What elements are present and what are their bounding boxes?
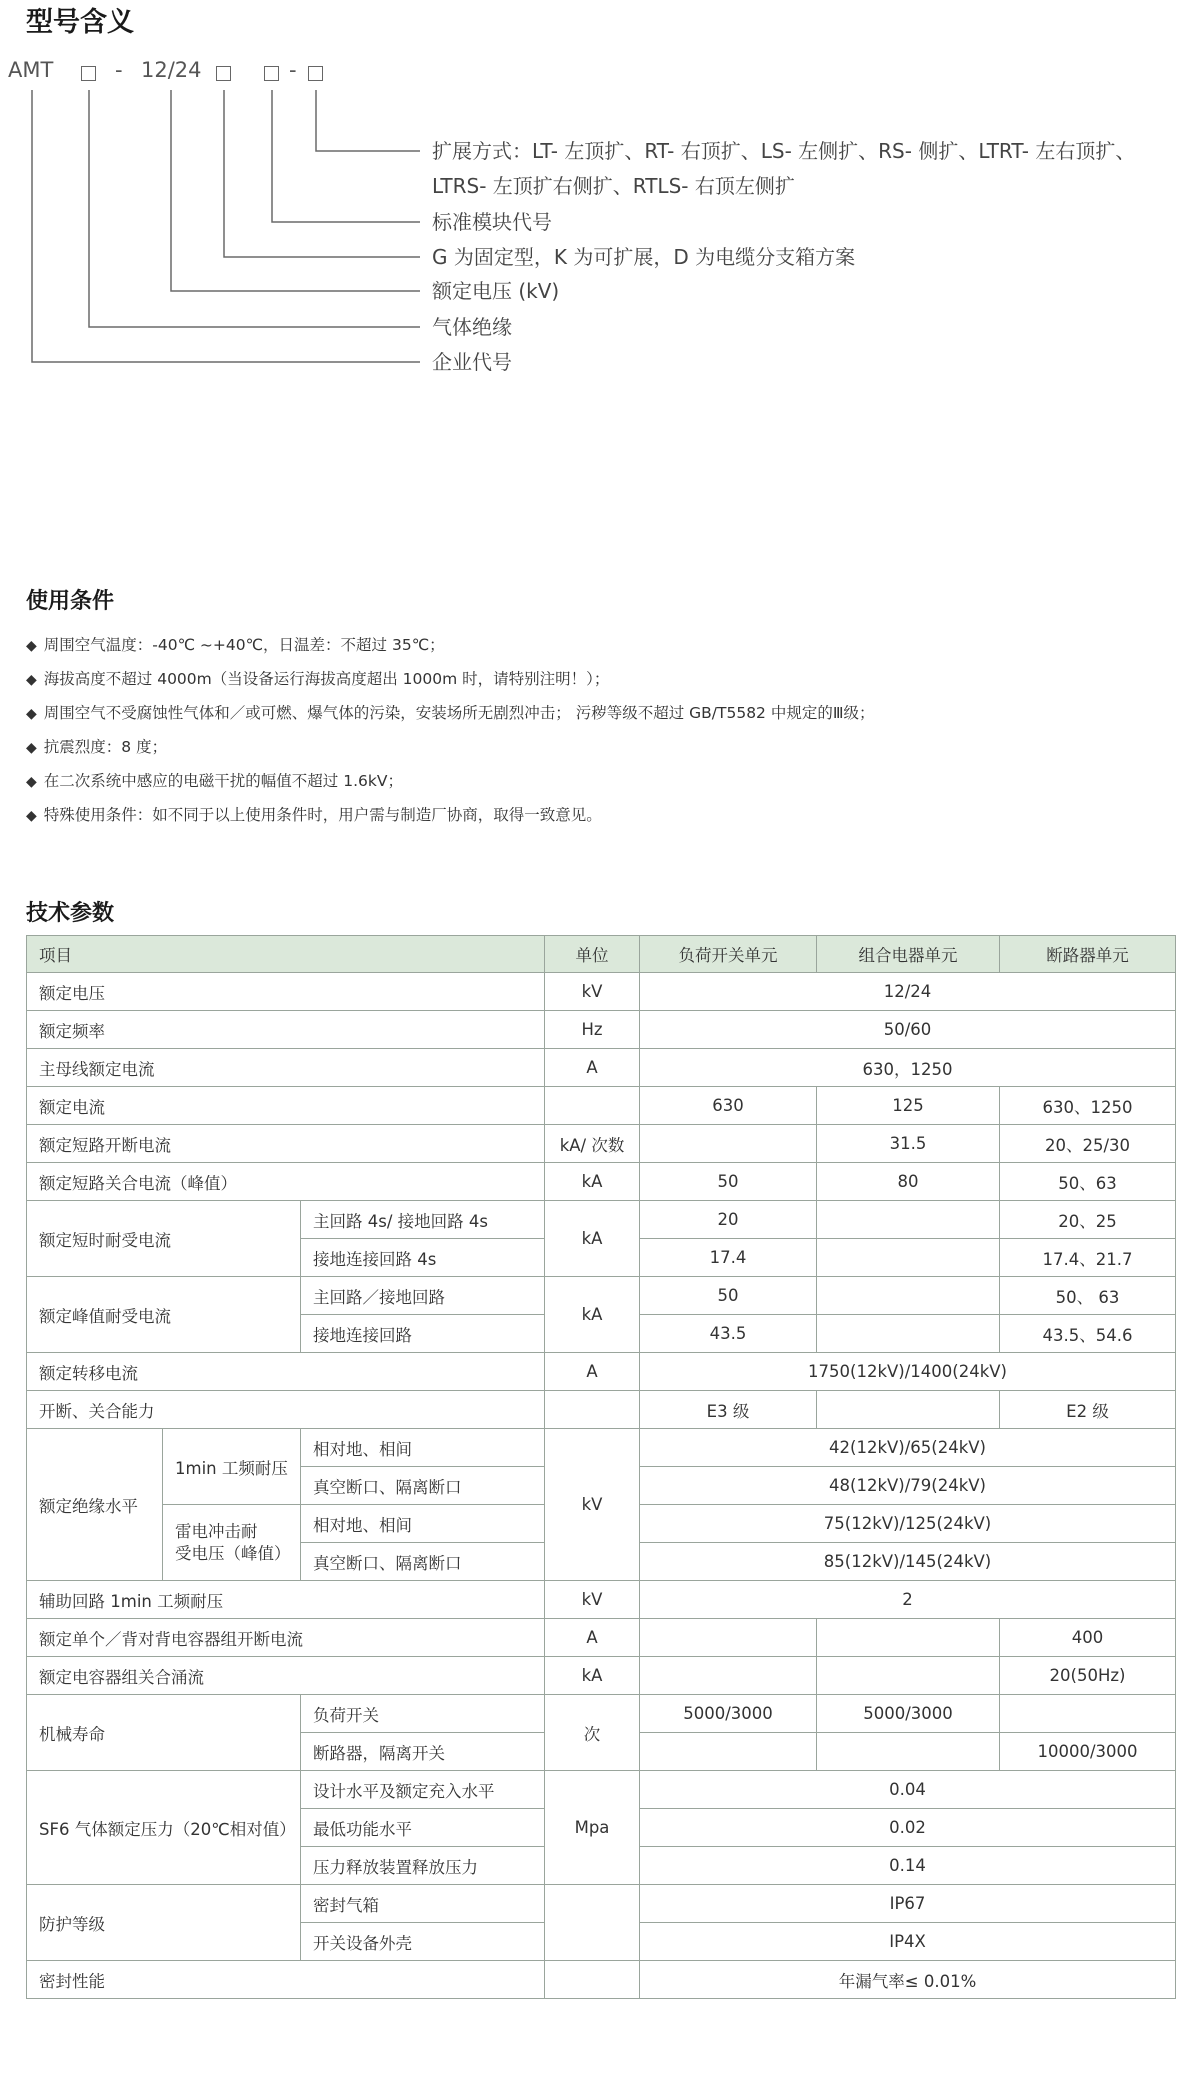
diamond-bullet-icon: ◆ — [26, 638, 37, 654]
table-row: 额定短时耐受电流 主回路 4s/ 接地回路 4s kA 20 20、25 — [27, 1201, 1176, 1239]
list-item: ◆ 特殊使用条件：如不同于以上使用条件时，用户需与制造厂协商，取得一致意见。 — [26, 806, 602, 824]
table-row: 额定频率 Hz 50/60 — [27, 1011, 1176, 1049]
table-row: 主母线额定电流 A 630，1250 — [27, 1049, 1176, 1087]
code-box-gas — [81, 66, 96, 81]
table-row: 额定电容器组关合涌流 kA 20(50Hz) — [27, 1657, 1176, 1695]
header-unit: 单位 — [545, 936, 640, 973]
table-row: 额定峰值耐受电流 主回路／接地回路 kA 50 50、 63 — [27, 1277, 1176, 1315]
list-item: ◆ 在二次系统中感应的电磁干扰的幅值不超过 1.6kV； — [26, 772, 403, 790]
code-box-extend — [308, 66, 323, 81]
legend-extend-mode: 扩展方式：LT- 左顶扩、RT- 右顶扩、LS- 左侧扩、RS- 侧扩、LTRT- 左右顶扩、 — [432, 139, 1136, 163]
table-row: 接地连接回路 4s 17.4 17.4、21.7 — [27, 1239, 1176, 1277]
table-row: 开断、关合能力 E3 级 E2 级 — [27, 1391, 1176, 1429]
legend-type: G 为固定型，K 为可扩展，D 为电缆分支箱方案 — [432, 245, 856, 269]
table-row: 额定单个／背对背电容器组开断电流 A 400 — [27, 1619, 1176, 1657]
table-row: 额定转移电流 A 1750(12kV)/1400(24kV) — [27, 1353, 1176, 1391]
table-row: 压力释放装置释放压力 0.14 — [27, 1847, 1176, 1885]
table-row: 额定电压 kV 12/24 — [27, 973, 1176, 1011]
header-load-switch: 负荷开关单元 — [640, 936, 817, 973]
table-row: 最低功能水平 0.02 — [27, 1809, 1176, 1847]
conditions-list — [26, 628, 875, 832]
code-box-module — [264, 66, 279, 81]
table-row: 真空断口、隔离断口 85(12kV)/145(24kV) — [27, 1543, 1176, 1581]
table-row: 接地连接回路 43.5 43.5、54.6 — [27, 1315, 1176, 1353]
code-dash: - — [289, 58, 297, 82]
table-row: 开关设备外壳 IP4X — [27, 1923, 1176, 1961]
table-row: 辅助回路 1min 工频耐压 kV 2 — [27, 1581, 1176, 1619]
diamond-bullet-icon: ◆ — [26, 774, 37, 790]
tech-section-title: 技术参数 — [26, 901, 115, 926]
legend-extend-mode-cont: LTRS- 左顶扩右侧扩、RTLS- 右顶左侧扩 — [432, 174, 795, 198]
diamond-bullet-icon: ◆ — [26, 808, 37, 824]
header-combo: 组合电器单元 — [817, 936, 1000, 973]
model-section-title: 型号含义 — [26, 7, 134, 38]
list-item: ◆ 周围空气温度：-40℃ ~+40℃，日温差：不超过 35℃； — [26, 636, 445, 654]
header-item: 项目 — [27, 936, 545, 973]
table-row: SF6 气体额定压力（20℃相对值） 设计水平及额定充入水平 Mpa 0.04 — [27, 1771, 1176, 1809]
table-row: 额定绝缘水平 1min 工频耐压 相对地、相间 kV 42(12kV)/65(24kV) — [27, 1429, 1176, 1467]
header-breaker: 断路器单元 — [1000, 936, 1176, 973]
table-row: 防护等级 密封气箱 IP67 — [27, 1885, 1176, 1923]
table-row: 额定电流 630 125 630、1250 — [27, 1087, 1176, 1125]
table-row: 断路器，隔离开关 10000/3000 — [27, 1733, 1176, 1771]
code-prefix: AMT — [8, 58, 54, 82]
list-item: ◆ 周围空气不受腐蚀性气体和／或可燃、爆气体的污染，安装场所无剧烈冲击； 污秽等级不超过 GB/T5582 中规定的Ⅲ级； — [26, 704, 875, 722]
legend-module-code: 标准模块代号 — [432, 210, 552, 234]
table-row: 额定短路开断电流 kA/ 次数 31.5 20、25/30 — [27, 1125, 1176, 1163]
code-dash: - — [115, 58, 123, 82]
table-row: 额定短路关合电流（峰值） kA 50 80 50、63 — [27, 1163, 1176, 1201]
list-item: ◆ 海拔高度不超过 4000m（当设备运行海拔高度超出 1000m 时，请特别注明！）； — [26, 670, 610, 688]
tech-params-table — [26, 935, 1176, 1999]
diamond-bullet-icon: ◆ — [26, 672, 37, 688]
legend-voltage: 额定电压 (kV) — [432, 279, 560, 303]
legend-gas: 气体绝缘 — [432, 315, 512, 339]
legend-company: 企业代号 — [432, 350, 512, 374]
code-voltage: 12/24 — [141, 58, 202, 82]
table-row: 雷电冲击耐 受电压（峰值） 相对地、相间 75(12kV)/125(24kV) — [27, 1505, 1176, 1543]
table-row: 机械寿命 负荷开关 次 5000/3000 5000/3000 — [27, 1695, 1176, 1733]
diamond-bullet-icon: ◆ — [26, 740, 37, 756]
table-header-row — [27, 936, 1176, 973]
table-row: 密封性能 年漏气率≤ 0.01% — [27, 1961, 1176, 1999]
list-item: ◆ 抗震烈度：8 度； — [26, 738, 168, 756]
diamond-bullet-icon: ◆ — [26, 706, 37, 722]
conditions-section-title: 使用条件 — [26, 589, 115, 614]
table-row: 真空断口、隔离断口 48(12kV)/79(24kV) — [27, 1467, 1176, 1505]
code-box-type — [216, 66, 231, 81]
